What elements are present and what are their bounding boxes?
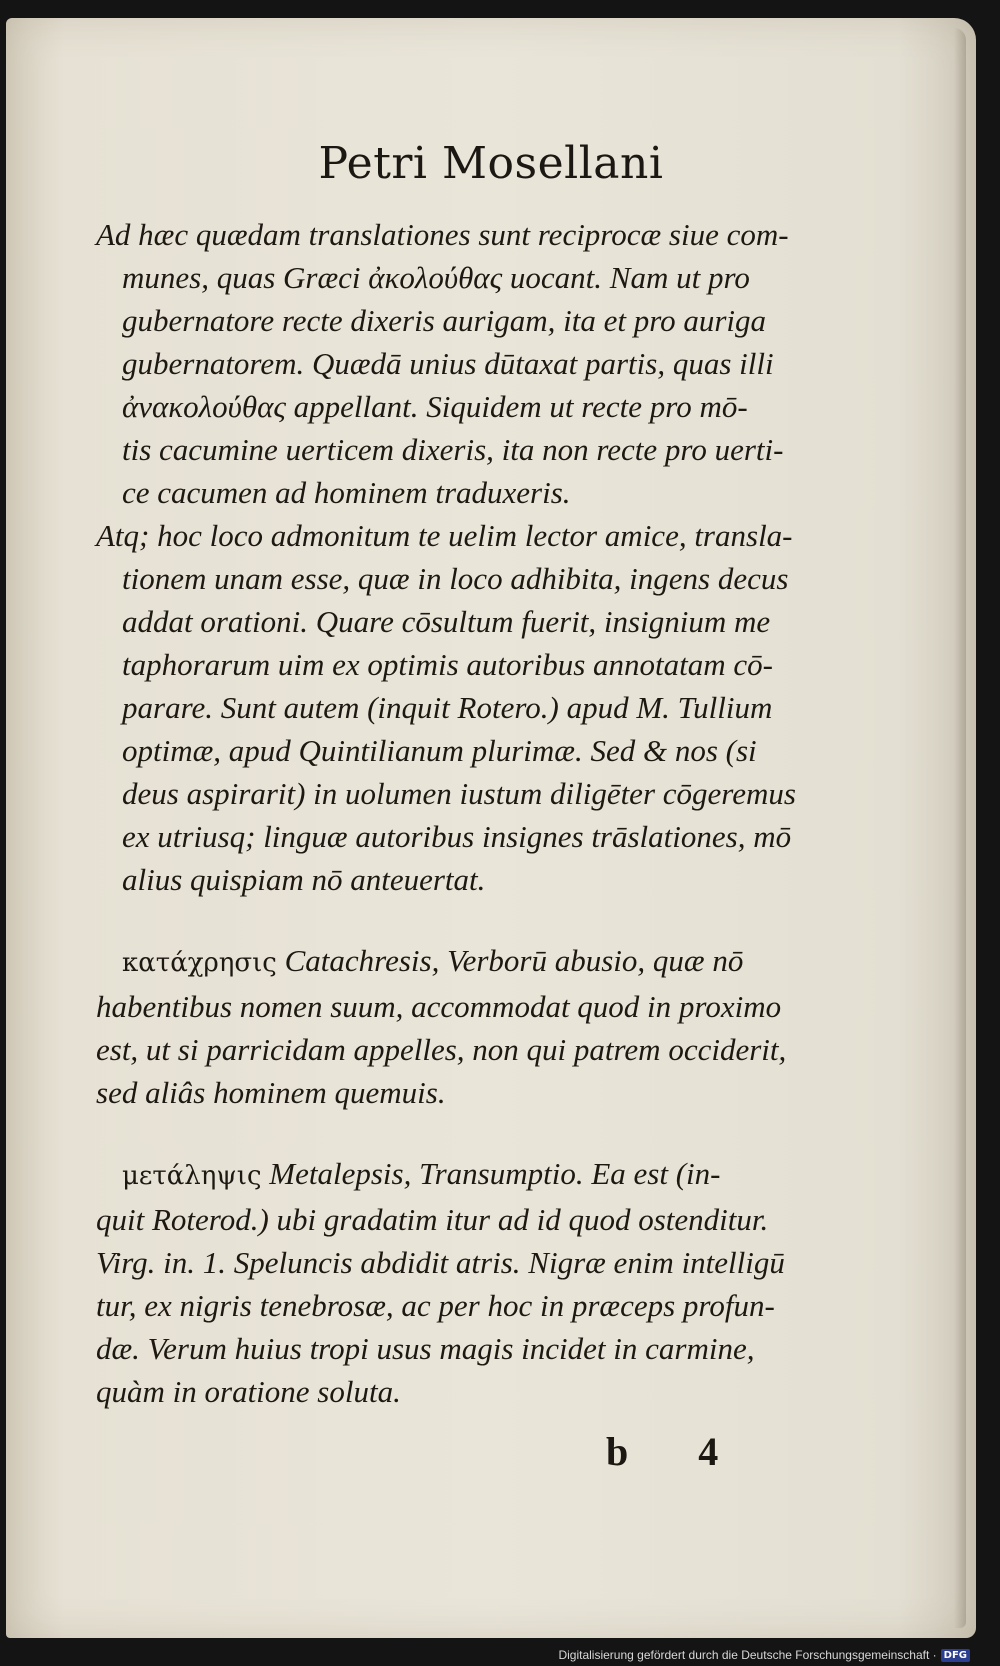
text-line: addat orationi. Quare cōsultum fuerit, insignium me: [122, 604, 771, 639]
paragraph-gap: [96, 1114, 836, 1152]
text-line: [96, 939, 836, 985]
text-line: est, ut si parricidam appelles, non qui patrem occiderit,: [96, 1032, 787, 1067]
paragraph-translationes: [96, 213, 836, 514]
page-edge-shadow: [954, 28, 966, 1628]
text-line: sed aliâs hominem quemuis.: [96, 1075, 446, 1110]
paragraph-catachresis: [96, 939, 836, 1114]
text-fragment: Metalepsis, Transumptio. Ea est (in-: [269, 1156, 721, 1191]
text-line: Atq; hoc loco admonitum te uelim lector amice, transla-: [96, 518, 793, 553]
text-line: deus aspirarit) in uolumen iustum diligēter cōgeremus: [122, 776, 796, 811]
running-head: Petri Mosellani: [318, 138, 664, 189]
text-line: dæ. Verum huius tropi usus magis incidet in carmine,: [96, 1331, 755, 1366]
text-line: gubernatorem. Quædā unius dūtaxat partis, quas illi: [122, 346, 774, 381]
dfg-logo: DFG: [941, 1649, 970, 1662]
text-line: [96, 1152, 836, 1198]
text-line: munes, quas Græci ἀκολούθας uocant. Nam ut pro: [122, 260, 750, 295]
text-line: tionem unam esse, quæ in loco adhibita, ingens decus: [122, 561, 789, 596]
text-line: gubernatore recte dixeris aurigam, ita et pro auriga: [122, 303, 767, 338]
text-line: habentibus nomen suum, accommodat quod in proximo: [96, 989, 782, 1024]
text-line: quit Roterod.) ubi gradatim itur ad id quod ostenditur.: [96, 1202, 769, 1237]
digitization-credit: [558, 1648, 970, 1662]
text-line: ce cacumen ad hominem traduxeris.: [122, 475, 571, 510]
text-fragment: Catachresis, Verborū abusio, quæ nō: [284, 943, 744, 978]
text-line: Virg. in. 1. Speluncis abdidit atris. Nigræ enim intelligū: [96, 1245, 785, 1280]
body-text: [96, 213, 836, 1413]
text-line: quàm in oratione soluta.: [96, 1374, 401, 1409]
paragraph-admonitum: [96, 514, 836, 901]
paragraph-metalepsis: [96, 1152, 836, 1413]
greek-term: κατάχρησις: [122, 948, 277, 978]
text-line: parare. Sunt autem (inquit Rotero.) apud M. Tullium: [122, 690, 773, 725]
text-line: optimæ, apud Quintilianum plurimæ. Sed & nos (si: [122, 733, 757, 768]
text-line: tis cacumine uerticem dixeris, ita non recte pro uerti-: [122, 432, 784, 467]
paragraph-gap: [96, 901, 836, 939]
text-line: taphorarum uim ex optimis autoribus annotatam cō-: [122, 647, 773, 682]
text-line: ex utriusq; linguæ autoribus insignes trāslationes, mō: [122, 819, 792, 854]
book-page: [6, 18, 976, 1638]
credit-text: Digitalisierung gefördert durch die Deutsche Forschungsgemeinschaft ·: [558, 1648, 937, 1662]
text-line: ἀνακολούθας appellant. Siquidem ut recte pro mō-: [122, 389, 748, 424]
greek-term: μετάληψις: [122, 1161, 262, 1191]
text-line: Ad hæc quædam translationes sunt reciprocæ siue com-: [96, 217, 789, 252]
text-line: alius quispiam nō anteuertat.: [122, 862, 486, 897]
signature-mark: b 4: [606, 1429, 749, 1474]
text-line: tur, ex nigris tenebrosæ, ac per hoc in præceps profun-: [96, 1288, 775, 1323]
